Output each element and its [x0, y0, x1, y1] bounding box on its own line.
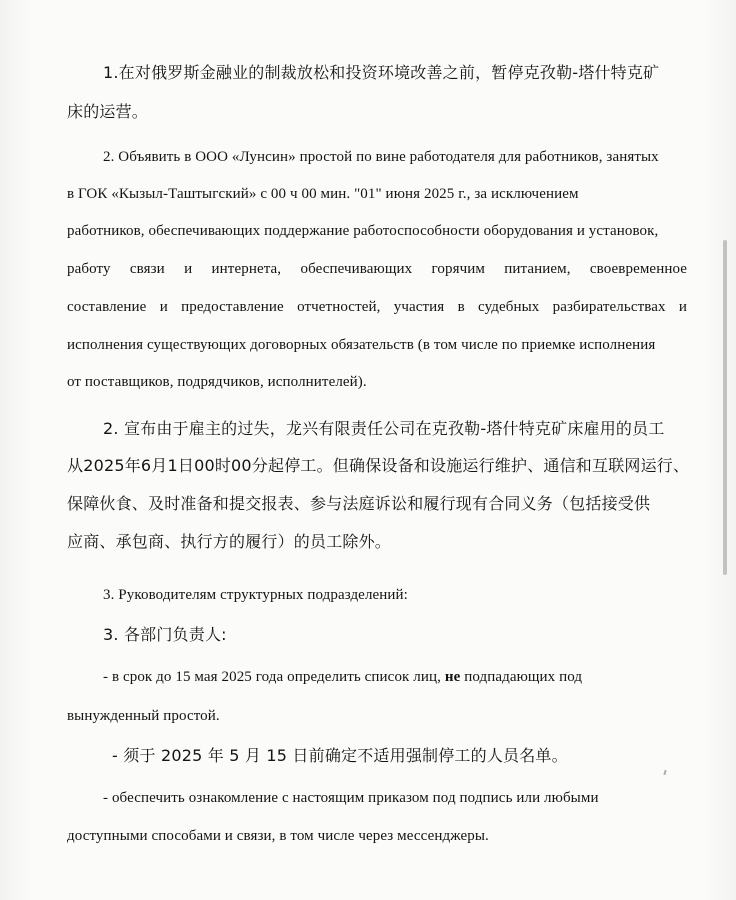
ru-paragraph-2-line-2: в ГОК «Кызыл-Таштыгский» с 00 ч 00 мин. "01" июня 2025 г., за исключением [67, 186, 579, 202]
ru-paragraph-2-line-7: от поставщиков, подрядчиков, исполнителей). [67, 374, 367, 390]
ru-bullet-1-bold-word: не [444, 669, 461, 685]
ru-bullet-2-line-2: доступными способами и связи, в том числе через мессенджеры. [67, 828, 489, 844]
cn-paragraph-2-line-2: 从2025年6月1日00时00分起停工。但确保设备和设施运行维护、通信和互联网运行、 [67, 456, 690, 475]
ru-paragraph-3-heading: 3. Руководителям структурных подразделений: [103, 587, 408, 603]
ru-paragraph-2-line-3: работников, обеспечивающих поддержание работоспособности оборудования и установок, [67, 223, 659, 239]
cn-paragraph-1-line-1: 1.在对俄罗斯金融业的制裁放松和投资环境改善之前，暂停克孜勒-塔什特克矿 [103, 63, 660, 82]
ru-paragraph-2-line-4: работу связи и интернета, обеспечивающих горячим питанием, своевременное [67, 261, 687, 277]
cn-paragraph-2-line-3: 保障伙食、及时准备和提交报表、参与法庭诉讼和履行现有合同义务（包括接受供 [67, 494, 651, 513]
vertical-scrollbar[interactable] [723, 240, 727, 575]
ru-paragraph-2-line-5: составление и предоставление отчетностей, участия в судебных разбирательствах и [67, 299, 687, 315]
cn-paragraph-2-line-4: 应商、承包商、执行方的履行）的员工除外。 [67, 532, 392, 551]
cn-paragraph-2-line-1: 2. 宣布由于雇主的过失，龙兴有限责任公司在克孜勒-塔什特克矿床雇用的员工 [103, 419, 665, 438]
ru-bullet-2-line-1: - обеспечить ознакомление с настоящим приказом под подпись или любыми [103, 790, 599, 806]
ru-bullet-1-prefix: - в срок до 15 мая 2025 года определить список лиц, [103, 669, 445, 685]
ru-paragraph-2-line-1: 2. Объявить в ООО «Лунсин» простой по вине работодателя для работников, занятых [103, 149, 659, 165]
cn-paragraph-3-heading: 3. 各部门负责人: [103, 625, 227, 644]
ru-bullet-1-suffix: подпадающих под [460, 669, 583, 685]
cn-bullet-1: - 须于 2025 年 5 月 15 日前确定不适用强制停工的人员名单。 [112, 746, 568, 765]
ru-bullet-1-line-1 [103, 666, 582, 688]
cn-paragraph-1-line-2: 床的运营。 [67, 102, 149, 121]
scan-speck [663, 770, 666, 775]
ru-paragraph-2-line-6: исполнения существующих договорных обязательств (в том числе по приемке исполнения [67, 337, 656, 353]
ru-bullet-1-line-2: вынужденный простой. [67, 708, 220, 724]
